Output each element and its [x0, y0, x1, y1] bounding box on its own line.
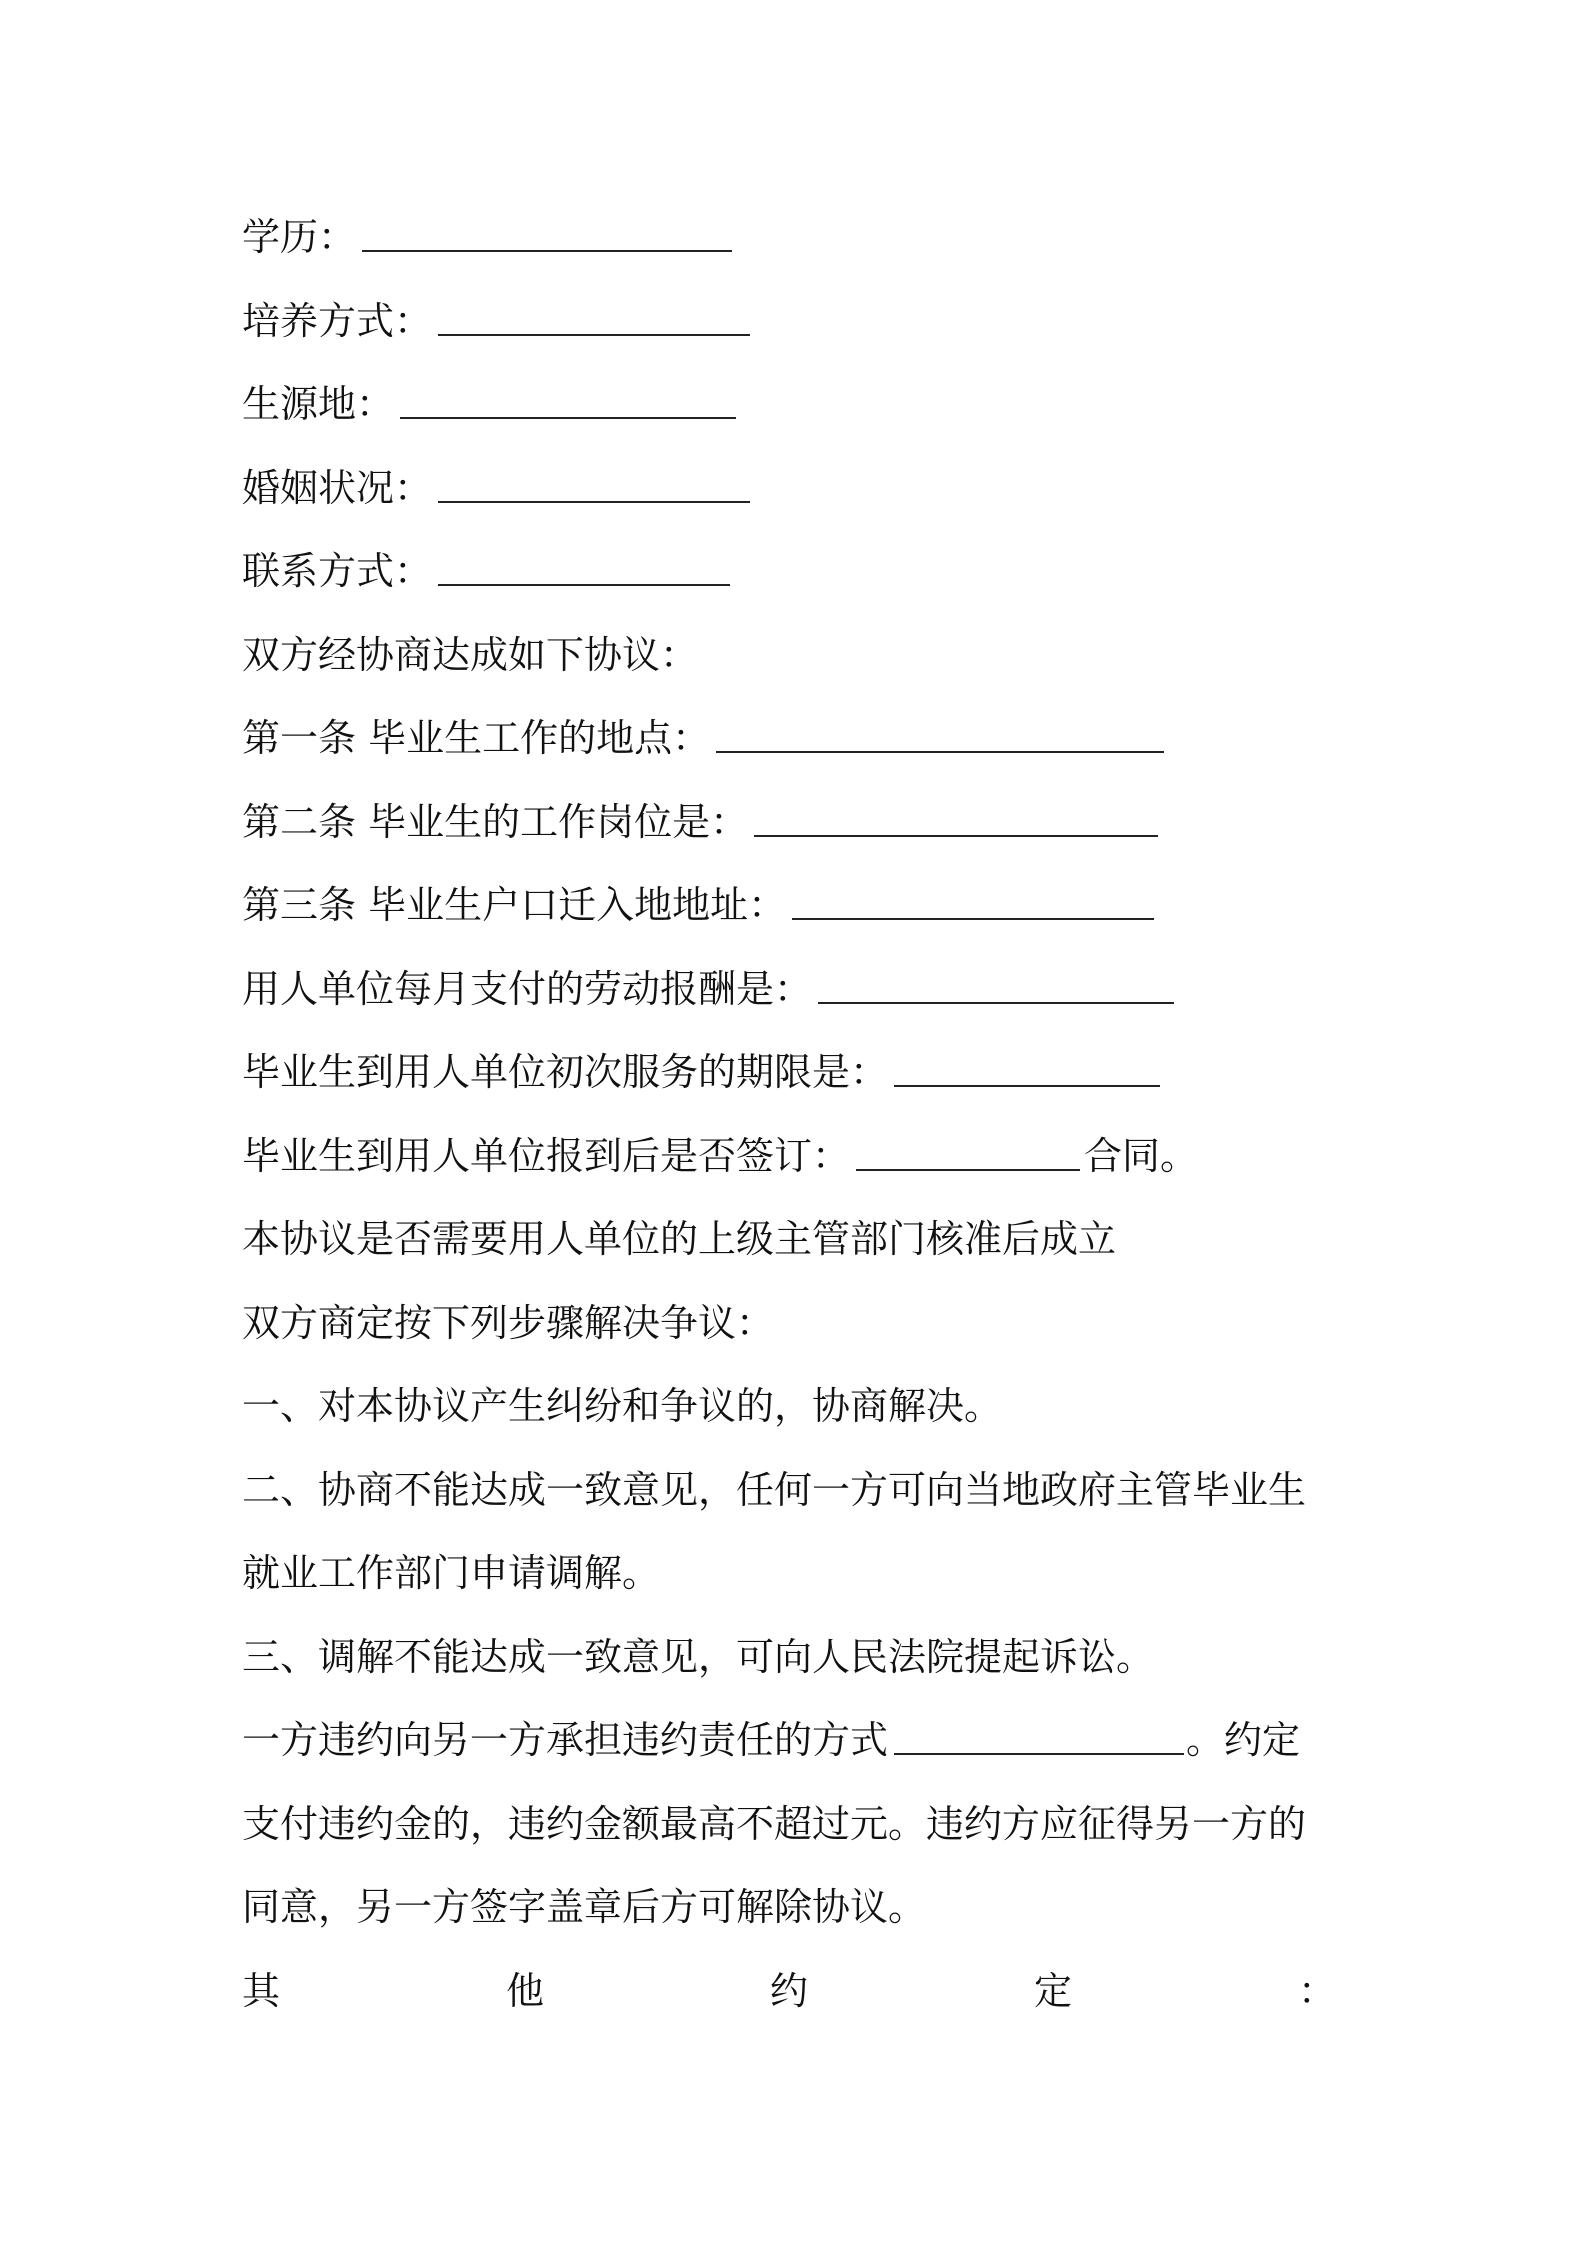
article-label: 第一条 毕业生工作的地点：: [242, 716, 711, 760]
field-label: 学历：: [242, 215, 357, 259]
blank-line[interactable]: [362, 216, 732, 252]
dispute-step: 二、协商不能达成一致意见，任何一方可向当地政府主管毕业生: [242, 1467, 1307, 1512]
contract-suffix: 合同。: [1084, 1133, 1199, 1178]
field-origin: [242, 363, 1358, 447]
other-terms-char: 定: [1033, 1968, 1072, 2013]
blank-line[interactable]: [438, 467, 750, 503]
field-contact: [242, 530, 1358, 614]
article-salary: [242, 948, 1358, 1032]
other-terms-char: 他: [505, 1968, 544, 2013]
contract-line: [242, 1115, 1358, 1199]
article-1: [242, 697, 1358, 781]
dispute-intro: 双方商定按下列步骤解决争议：: [242, 1300, 775, 1345]
blank-line[interactable]: [856, 1135, 1080, 1171]
agreement-body: [242, 196, 1358, 2033]
field-label: 婚姻状况：: [242, 465, 433, 510]
dispute-step: 三、调解不能达成一致意见，可向人民法院提起诉讼。: [242, 1634, 1155, 1679]
blank-line[interactable]: [894, 1719, 1184, 1755]
blank-line[interactable]: [792, 884, 1154, 920]
breach-suffix: 。约定: [1186, 1718, 1301, 1762]
field-marital-status: [242, 447, 1358, 531]
field-education: [242, 196, 1358, 280]
field-label: 联系方式：: [242, 549, 433, 593]
blank-line[interactable]: [438, 550, 730, 586]
agreement-intro: 双方经协商达成如下协议：: [242, 632, 699, 677]
dispute-step: 一、对本协议产生纠纷和争议的，协商解决。: [242, 1384, 1003, 1428]
blank-line[interactable]: [716, 717, 1164, 753]
article-3: [242, 864, 1358, 948]
article-label: 第三条 毕业生户口迁入地地址：: [242, 883, 787, 927]
article-service-term: [242, 1031, 1358, 1115]
field-training-mode: [242, 280, 1358, 364]
article-label: 毕业生到用人单位初次服务的期限是：: [242, 1050, 889, 1094]
blank-line[interactable]: [818, 968, 1174, 1004]
blank-line[interactable]: [438, 300, 750, 336]
other-terms-heading: [242, 1950, 1336, 2034]
breach-line-2: 支付违约金的，违约金额最高不超过元。违约方应征得另一方的: [242, 1801, 1307, 1846]
approval-line: 本协议是否需要用人单位的上级主管部门核准后成立: [242, 1217, 1117, 1261]
other-terms-char: 约: [769, 1968, 808, 2013]
field-label: 生源地：: [242, 382, 395, 426]
breach-line-1: [242, 1699, 1358, 1783]
contract-label: 毕业生到用人单位报到后是否签订：: [242, 1133, 851, 1178]
field-label: 培养方式：: [242, 298, 433, 343]
breach-line-3: 同意，另一方签字盖章后方可解除协议。: [242, 1885, 927, 1929]
blank-line[interactable]: [754, 801, 1158, 837]
other-terms-char: 其: [242, 1968, 281, 2013]
blank-line[interactable]: [400, 383, 736, 419]
article-2: [242, 781, 1358, 865]
blank-line[interactable]: [894, 1051, 1160, 1087]
dispute-step: 就业工作部门申请调解。: [242, 1551, 661, 1595]
article-label: 第二条 毕业生的工作岗位是：: [242, 799, 749, 844]
article-label: 用人单位每月支付的劳动报酬是：: [242, 966, 813, 1011]
other-terms-char: ：: [1297, 1968, 1336, 2013]
breach-label: 一方违约向另一方承担违约责任的方式: [242, 1718, 889, 1762]
